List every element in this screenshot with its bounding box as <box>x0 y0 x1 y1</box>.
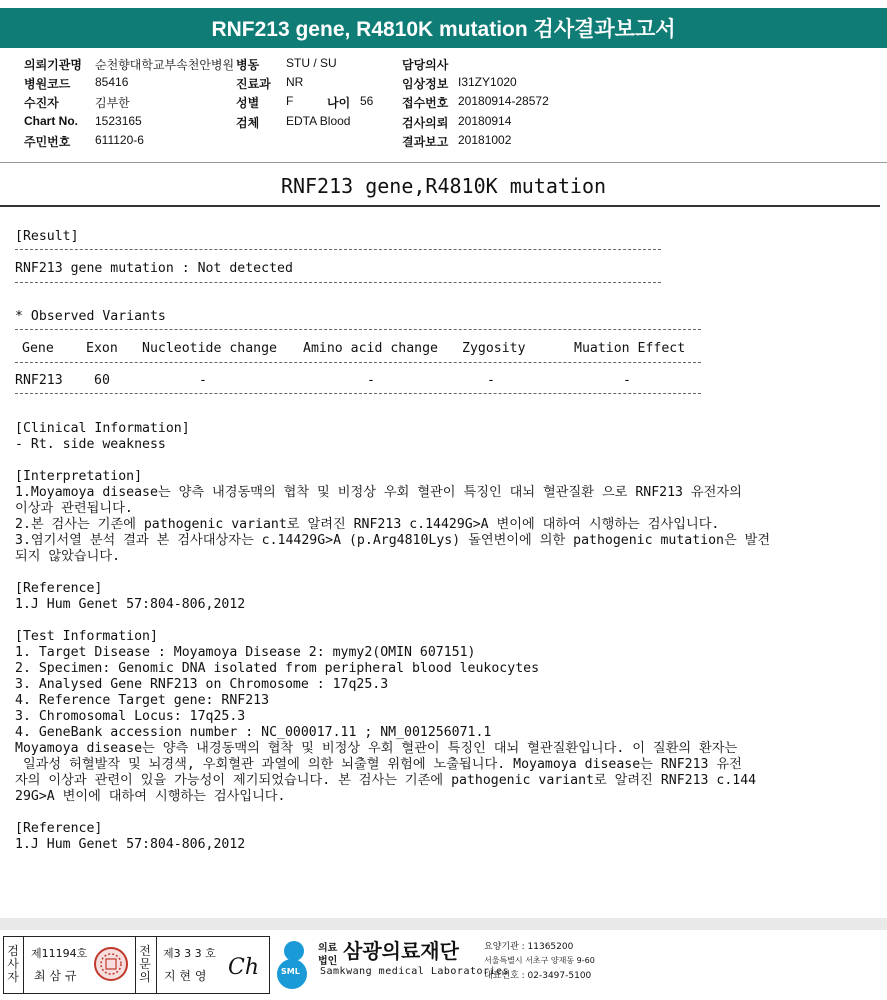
variants-col-effect: Muation Effect <box>574 341 686 356</box>
signature-divider <box>23 937 24 993</box>
accession-no-label: 접수번호 <box>402 96 449 110</box>
resident-no-label: 주민번호 <box>24 135 71 149</box>
specimen-value: EDTA Blood <box>286 114 351 128</box>
report-banner-title: RNF213 gene, R4810K mutation 검사결과보고서 <box>0 8 887 48</box>
interpretation-line: 1.Moyamoya disease는 양측 내경동맥의 협착 및 비정상 우회 혈관이 특징인 대뇌 혈관질환 으로 RNF213 유전자의 <box>15 485 742 500</box>
variants-rule-top <box>15 329 701 330</box>
test-info-line: 일과성 허혈발작 및 뇌경색, 우회혈관 과열에 의한 뇌출혈 위험에 노출됩니다. Moyamoya disease는 RNF213 유전 <box>15 757 742 772</box>
clinical-heading: [Clinical Information] <box>15 421 190 436</box>
test-info-line: Moyamoya disease는 양측 내경동맥의 협착 및 비정상 우회 혈관이 특징인 대뇌 혈관질환입니다. 이 질환의 환자는 <box>15 741 738 756</box>
reference-line: 1.J Hum Genet 57:804-806,2012 <box>15 597 246 612</box>
hospital-code-value: 85416 <box>95 75 129 89</box>
report-date-label: 결과보고 <box>402 135 449 149</box>
org-phone-line: 대표번호 : 02-3497-5100 <box>484 971 592 981</box>
result-line: RNF213 gene mutation : Not detected <box>15 261 293 276</box>
pathologist-name: 지 현 영 <box>164 969 207 983</box>
variants-rule-mid <box>15 362 701 363</box>
sex-value: F <box>286 94 294 108</box>
test-title-rule <box>0 205 880 207</box>
variant-effect-cell: - <box>623 373 631 388</box>
variant-amino-acid-cell: - <box>367 373 375 388</box>
org-name-english: Samkwang medical Laboratories <box>320 966 510 977</box>
result-rule-top <box>15 249 661 250</box>
chart-no-value: 1523165 <box>95 114 142 128</box>
test-info-line: 2. Specimen: Genomic DNA isolated from peripheral blood leukocytes <box>15 661 540 676</box>
interpretation-line: 이상과 관련됩니다. <box>15 501 133 516</box>
samkwang-logo-icon <box>272 936 312 990</box>
inspector-seal-icon <box>93 946 129 982</box>
age-value: 56 <box>360 94 374 108</box>
test-info-line: 1. Target Disease : Moyamoya Disease 2: mymy2(OMIN 607151) <box>15 645 476 660</box>
org-address-line: 서울특별시 서초구 양재동 9-60 <box>484 956 595 965</box>
signature-box <box>3 936 270 994</box>
ward-value: STU / SU <box>286 56 337 70</box>
resident-no-value: 611120-6 <box>95 133 144 147</box>
result-heading: [Result] <box>15 229 79 244</box>
request-date-value: 20180914 <box>458 114 512 128</box>
interpretation-line: 2.본 검사는 기존에 pathogenic variant로 알려진 RNF213 c.14429G>A 변이에 대하여 시행하는 검사입니다. <box>15 517 720 532</box>
variants-rule-bottom <box>15 393 701 394</box>
test-info-line: 3. Analysed Gene RNF213 on Chromosome : 17q25.3 <box>15 677 389 692</box>
attending-doctor-label: 담당의사 <box>402 58 449 72</box>
test-info-line: 자의 이상과 관련이 있을 가능성이 제기되었습니다. 본 검사는 기존에 pathogenic variant로 알려진 RNF213 c.144 <box>15 773 757 788</box>
interpretation-line: 되지 않았습니다. <box>15 549 121 564</box>
org-prefix-bottom: 법인 <box>318 956 338 967</box>
interpretation-line: 3.염기서열 분석 결과 본 검사대상자는 c.14429G>A (p.Arg4810Lys) 돌연변이에 의한 pathogenic mutation은 발견 <box>15 533 771 548</box>
accession-no-value: 20180914-28572 <box>458 94 549 108</box>
sex-label: 성별 <box>236 96 260 110</box>
request-date-label: 검사의뢰 <box>402 116 449 130</box>
patient-info-header <box>0 50 887 163</box>
age-label: 나이 <box>327 96 351 110</box>
test-info-heading: [Test Information] <box>15 629 158 644</box>
pathologist-signature: Ch <box>228 955 260 980</box>
clinical-line: - Rt. side weakness <box>15 437 166 452</box>
test-info-line: 29G>A 변이에 대하여 시행하는 검사입니다. <box>15 789 286 804</box>
patient-name-value: 김부한 <box>95 96 130 110</box>
inspector-name: 최 삼 규 <box>34 969 77 983</box>
result-rule-bottom <box>15 282 661 283</box>
org-code-line: 요양기관 : 11365200 <box>484 942 574 952</box>
variant-zygosity-cell: - <box>487 373 495 388</box>
footer-separator-band <box>0 918 887 930</box>
signature-divider <box>156 937 157 993</box>
ward-label: 병동 <box>236 58 260 72</box>
variants-col-zygosity: Zygosity <box>462 341 526 356</box>
interpretation-heading: [Interpretation] <box>15 469 143 484</box>
test-info-line: 4. Reference Target gene: RNF213 <box>15 693 270 708</box>
inspector-license: 제11194호 <box>31 947 88 960</box>
reference-heading: [Reference] <box>15 821 103 836</box>
variant-nucleotide-cell: - <box>199 373 207 388</box>
variant-gene-cell: RNF213 <box>15 373 63 388</box>
variant-exon-cell: 60 <box>94 373 110 388</box>
variants-col-nucleotide: Nucleotide change <box>142 341 277 356</box>
pathologist-label: 전문의 <box>139 944 151 984</box>
hospital-name-value: 순천향대학교부속천안병원 <box>95 58 235 72</box>
reference-line: 1.J Hum Genet 57:804-806,2012 <box>15 837 246 852</box>
department-label: 진료과 <box>236 77 271 91</box>
clinical-info-label: 임상정보 <box>402 77 449 91</box>
header-divider <box>0 162 887 163</box>
inspector-label: 검사자 <box>7 944 19 984</box>
variants-heading: * Observed Variants <box>15 309 166 324</box>
test-title: RNF213 gene,R4810K mutation <box>280 174 607 198</box>
reference-heading: [Reference] <box>15 581 103 596</box>
test-info-line: 4. GeneBank accession number : NC_000017.11 ; NM_001256071.1 <box>15 725 492 740</box>
patient-name-label: 수진자 <box>24 96 59 110</box>
variants-col-amino-acid: Amino acid change <box>303 341 438 356</box>
variants-col-gene: Gene <box>22 341 54 356</box>
variants-col-exon: Exon <box>86 341 118 356</box>
department-value: NR <box>286 75 304 89</box>
test-info-line: 3. Chromosomal Locus: 17q25.3 <box>15 709 246 724</box>
chart-no-label: Chart No. <box>24 114 78 128</box>
hospital-name-label: 의뢰기관명 <box>24 58 82 72</box>
logo-badge-text: SML <box>281 967 300 976</box>
report-date-value: 20181002 <box>458 133 512 147</box>
org-prefix-top: 의료 <box>318 943 338 954</box>
clinical-info-value: I31ZY1020 <box>458 75 517 89</box>
hospital-code-label: 병원코드 <box>24 77 71 91</box>
report-footer <box>0 930 887 1000</box>
specimen-label: 검체 <box>236 116 260 130</box>
org-name: 삼광의료재단 <box>343 939 459 963</box>
signature-divider <box>135 937 136 993</box>
pathologist-license: 제3 3 3 호 <box>163 947 216 960</box>
